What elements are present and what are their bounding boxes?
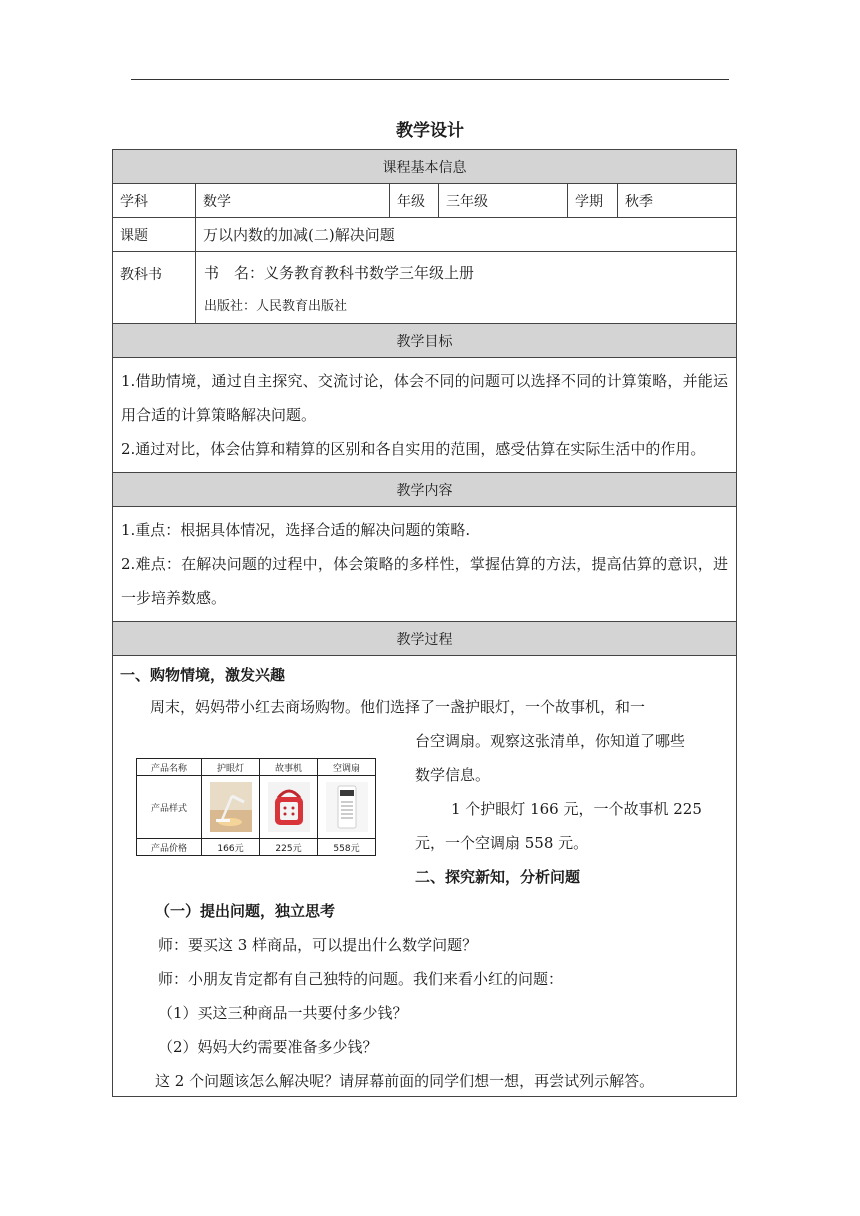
textbook-row [113,252,736,324]
topic-row [113,218,736,252]
basic-info-header: 课程基本信息 [113,150,736,184]
air-cooler-price: 558元 [318,839,376,856]
question-4: （2）妈妈大约需要准备多少钱？ [158,1038,378,1056]
para-1-line-2: 台空调扇。观察这张清单，你知道了哪些 [415,732,686,750]
col-product-name: 产品名称 [137,759,202,776]
key-point: 1.重点：根据具体情况，选择合适的解决问题的策略. [121,521,471,539]
product-table [136,758,376,856]
topic-value: 万以内数的加减(二)解决问题 [203,226,395,244]
air-cooler-image-cell [318,776,376,839]
air-cooler-icon [326,782,368,832]
desk-lamp-icon [210,782,252,832]
process-row [113,656,736,1096]
goals-text [113,358,736,472]
goals-row [113,358,736,473]
term-label: 学期 [568,184,618,217]
story-machine-price: 225元 [260,839,318,856]
difficulty-point: 2.难点：在解决问题的过程中，体会策略的多样性，掌握估算的方法，提高估算的意识，进一步培养数感。 [121,555,728,607]
topic-label: 课题 [113,218,196,251]
content-text [113,507,736,621]
content-header: 教学内容 [113,473,736,507]
goals-header: 教学目标 [113,324,736,358]
lamp-image-cell [202,776,260,839]
para-2-line-2: 元，一个空调扇 558 元。 [415,834,589,852]
book-name: 书 名：义务教育教科书数学三年级上册 [204,263,475,282]
grade-label: 年级 [390,184,439,217]
lesson-table [112,149,737,1097]
col-air-cooler: 空调扇 [318,759,376,776]
grade-value: 三年级 [439,184,568,217]
col-lamp: 护眼灯 [202,759,260,776]
lamp-price: 166元 [202,839,260,856]
textbook-value [196,252,736,323]
subsection-1-title: （一）提出问题，独立思考 [155,902,336,920]
para-2-line-1: 1 个护眼灯 166 元，一个故事机 225 [451,800,702,818]
subject-label: 学科 [113,184,196,217]
para-1-line-1: 周末，妈妈带小红去商场购物。他们选择了一盏护眼灯，一个故事机，和一 [150,698,646,716]
section-1-title: 一、购物情境，激发兴趣 [120,666,286,684]
col-story-machine: 故事机 [260,759,318,776]
row-style-label: 产品样式 [137,776,202,839]
subject-row [113,184,736,218]
term-value: 秋季 [625,193,653,210]
story-machine-icon [268,782,310,832]
question-3: （1）买这三种商品一共要付多少钱？ [158,1004,408,1022]
subject-value: 数学 [196,184,390,217]
section-2-title: 二、探究新知，分析问题 [415,868,581,886]
document-title: 教学设计 [396,121,464,141]
goal-2: 2.通过对比，体会估算和精算的区别和各自实用的范围，感受估算在实际生活中的作用。 [121,440,706,458]
goal-1: 1.借助情境，通过自主探究、交流讨论，体会不同的问题可以选择不同的计算策略，并能运用合适的计算策略解决问题。 [121,372,728,424]
story-machine-image-cell [260,776,318,839]
content-row [113,507,736,622]
question-2: 师：小朋友肯定都有自己独特的问题。我们来看小红的问题： [158,970,564,988]
process-header: 教学过程 [113,622,736,656]
para-1-line-3: 数学信息。 [415,766,491,784]
textbook-label: 教科书 [113,252,196,323]
question-1: 师：要买这 3 样商品，可以提出什么数学问题？ [158,936,478,954]
row-price-label: 产品价格 [137,839,202,856]
question-5: 这 2 个问题该怎么解决呢？请屏幕前面的同学们想一想，再尝试列示解答。 [155,1072,655,1090]
publisher: 出版社：人民教育出版社 [204,298,348,314]
header-rule [131,79,729,80]
